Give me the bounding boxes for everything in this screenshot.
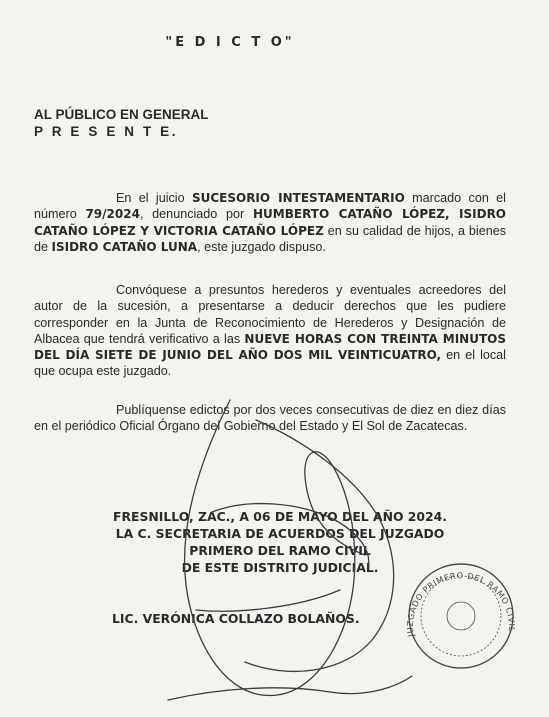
signer-name: LIC. VERÓNICA COLLAZO BOLAÑOS. <box>112 611 360 626</box>
p1-bold-4: ISIDRO CATAÑO LUNA <box>51 239 198 254</box>
closing-line-4: DE ESTE DISTRITO JUDICIAL. <box>181 560 379 575</box>
closing-block <box>60 508 500 576</box>
closing-line-1: FRESNILLO, ZAC., A 06 DE MAYO DEL AÑO 2024. <box>113 509 447 524</box>
p1-bold-3: HUMBERTO CATAÑO LÓPEZ, ISIDRO CATAÑO LÓPEZ Y VICTORIA CATAÑO LÓPEZ <box>34 207 507 238</box>
closing-line-3: PRIMERO DEL RAMO CIVIL <box>189 543 371 558</box>
p1-text-5: , este juzgado dispuso. <box>197 239 326 254</box>
p1-text-1: En el juicio <box>116 191 192 205</box>
p2-text-1: Convóquese a presuntos herederos y eventuales acreedores del autor de la sucesión, a presentarse a deducir derechos que les pudiere corresponder en la Junta de Reconocimiento de Herederos y Designación de Albacea que tendrá verificativo a las <box>34 283 506 346</box>
paragraph-2 <box>34 282 506 380</box>
addressee-line-2: P R E S E N T E. <box>34 124 179 139</box>
p1-bold-2: 79/2024 <box>85 207 140 222</box>
paragraph-1 <box>34 190 506 255</box>
svg-text:JUZGADO PRIMERO DEL RAMO CIVIL <box>405 570 517 638</box>
p1-text-3: , denunciado por <box>139 207 253 222</box>
p2-bold-1: NUEVE HORAS CON TREINTA MINUTOS DEL DÍA SIETE DE JUNIO DEL AÑO DOS MIL VEINTICUATRO, <box>34 331 506 363</box>
p1-text-4: en su calidad de hijos, a bienes de <box>34 223 507 254</box>
p2-text-2: en el local que ocupa este juzgado. <box>34 348 506 379</box>
document-title: "E D I C T O" <box>165 35 295 50</box>
addressee-line-1: AL PÚBLICO EN GENERAL <box>34 107 209 122</box>
p1-bold-1: SUCESORIO INTESTAMENTARIO <box>191 191 405 205</box>
closing-line-2: LA C. SECRETARIA DE ACUERDOS DEL JUZGADO <box>115 526 445 541</box>
p1-text-2: marcado con el número <box>34 191 506 222</box>
court-seal <box>405 564 517 668</box>
paragraph-3: Publíquense edictos por dos veces consecutivas de diez en diez días en el periódico Oficial Órgano del Gobierno del Estado y El Sol de Zacatecas. <box>34 403 506 434</box>
seal-text: JUZGADO PRIMERO DEL RAMO CIVIL <box>404 570 518 638</box>
